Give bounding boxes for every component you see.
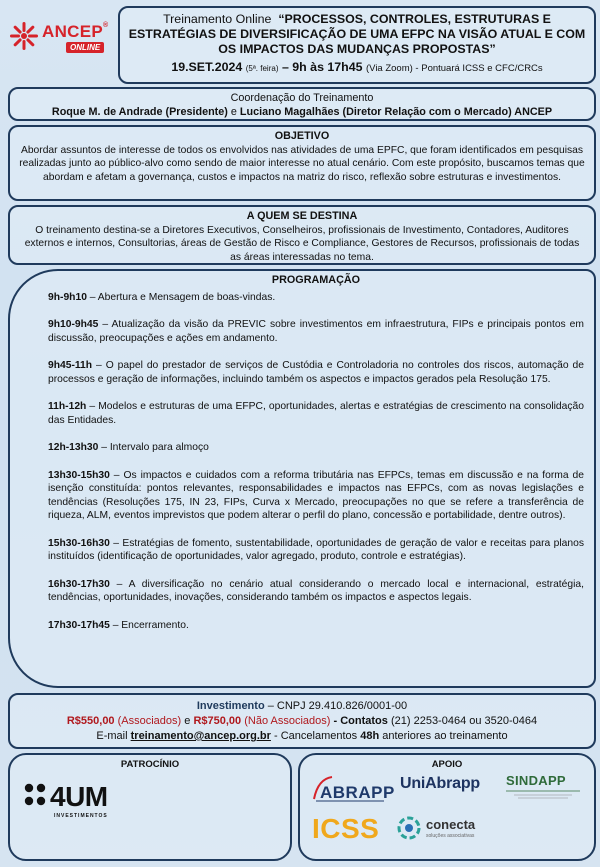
email-line (18, 729, 586, 744)
program-item-time: 15h30-16h30 (48, 537, 110, 549)
coordinator-2: Luciano Magalhães (Diretor Relação com o Mercado) ANCEP (239, 106, 553, 118)
program-item (48, 441, 584, 455)
sponsor-4um-sub: INVESTIMENTOS (54, 813, 108, 819)
price-members-note: (Associados) (117, 715, 182, 727)
program-item-text: – Estratégias de fomento, sustentabilidade, oportunidades de geração de valor e receitas para planos instituídos (identificação de oportunidades, valor agregado, produto, controle e estratégias). (48, 537, 584, 562)
event-title (126, 12, 588, 57)
price-line (18, 714, 586, 729)
sindapp-lines-icon (504, 789, 584, 809)
program-item (48, 619, 584, 633)
program-item-text: – O papel do prestador de serviços de Custódia e Controladoria no controles dos riscos, automação de processos e geração de informações, incluindo também os aspectos e impactos gerados pela Resolução 175. (48, 360, 584, 385)
brand-name: ANCEP® (42, 22, 109, 41)
program-item-time: 17h30-17h45 (48, 619, 110, 631)
header-box (118, 6, 596, 84)
coordination-label: Coordenação do Treinamento (230, 92, 374, 104)
conecta-sub: soluções associativas (426, 833, 475, 839)
dots-icon (24, 783, 48, 809)
conecta-name: conecta (426, 817, 476, 832)
program-list (48, 291, 584, 633)
conecta-logo (396, 813, 486, 845)
program-item-text: – Modelos e estruturas de uma EFPC, oportunidades, alertas e estratégias de crescimento na consolidação das Entidades. (48, 401, 584, 426)
price-nonmembers: R$750,00 (193, 715, 242, 727)
program-item-text: – A diversificação no cenário atual considerando o mercado local e internacional, estratégia, tendências, oportunidades, inovações, considerando também os impactos e aspectos legais. (48, 578, 584, 603)
sponsorship-box (8, 753, 292, 861)
conecta-ring-icon (396, 815, 422, 841)
program-box (8, 269, 596, 688)
price-connector: e (184, 715, 191, 727)
program-item (48, 318, 584, 345)
event-date-line (126, 60, 588, 74)
contacts-phones: (21) 2253-0464 ou 3520-0464 (390, 715, 538, 727)
ancep-logo-icon (8, 20, 40, 52)
event-title-text: “PROCESSOS, CONTROLES, ESTRUTURAS E ESTRATÉGIAS DE DIVERSIFICAÇÃO DE UMA EFPC NA VISÃO ATUAL E COM OS IMPACTOS DAS MUDANÇAS PROPOSTAS” (128, 12, 586, 56)
cancel-note: anteriores ao treinamento (382, 730, 508, 742)
event-time: – 9h às 17h45 (281, 60, 363, 74)
sponsor-4um-logo (24, 783, 134, 821)
program-item (48, 537, 584, 564)
program-item-time: 9h-9h10 (48, 291, 87, 303)
program-item (48, 291, 584, 305)
icss-logo: ICSS (312, 813, 380, 844)
program-item (48, 578, 584, 605)
program-item-time: 9h45-11h (48, 360, 93, 371)
program-item (48, 469, 584, 523)
objective-heading: OBJETIVO (274, 130, 330, 142)
event-weekday: (5ª. feira) (245, 64, 279, 73)
audience-text: O treinamento destina-se a Diretores Executivos, Conselheiros, profissionais de Investimento, Contadores, Auditores externos e internos, Consultorias, áreas de Gestão de Risco e Compliance, Gestores de Recursos, profissionais de todas as áreas interessadas no tema. (24, 224, 580, 263)
price-nonmembers-note: (Não Associados) (244, 715, 331, 727)
sindapp-name: SINDAPP (506, 773, 566, 788)
program-item (48, 400, 584, 427)
cancel-hours: 48h (360, 730, 380, 742)
support-box (298, 753, 596, 861)
program-item-time: 9h10-9h45 (48, 319, 99, 330)
coordinator-1: Roque M. de Andrade (Presidente) (51, 106, 228, 118)
email-label: E-mail (96, 730, 128, 742)
investment-line (18, 699, 586, 714)
coordination-names (14, 105, 590, 119)
program-heading: PROGRAMAÇÃO (271, 274, 361, 286)
price-members: R$550,00 (66, 715, 115, 727)
objective-box (8, 125, 596, 201)
program-item-time: 12h-13h30 (48, 442, 99, 453)
coordination-connector: e (230, 106, 237, 118)
objective-text: Abordar assuntos de interesse de todos os envolvidos nas atividades de uma EPFC, que foram identificados em pesquisas realizadas junto ao público-alvo como sendo de maior interesse no atual cenário. Com este propósito, buscamos temas que abordam e afetam a governança, custos e impactos na matriz do risco, reflexão sobre estruturas e investimentos. (19, 144, 585, 183)
cancel-label: - Cancelamentos (270, 730, 358, 742)
program-item-time: 13h30-15h30 (48, 469, 110, 481)
event-date: 19.SET.2024 (171, 60, 243, 74)
investment-cnpj: – CNPJ 29.410.826/0001-00 (264, 700, 408, 712)
event-lead: Treinamento Online (163, 12, 272, 26)
program-item-text: – Intervalo para almoço (98, 442, 209, 453)
ancep-logo (8, 20, 114, 60)
event-via: (Via Zoom) - Pontuará ICSS e CFC/CRCs (365, 63, 543, 74)
audience-box (8, 205, 596, 265)
audience-heading: A QUEM SE DESTINA (246, 210, 358, 222)
contacts-label: - Contatos (333, 715, 388, 727)
program-item-text: – Encerramento. (109, 619, 189, 631)
abrapp-logo (310, 773, 395, 803)
investment-title: Investimento (196, 700, 265, 712)
abrapp-name: ABRAPP (320, 783, 395, 802)
sponsor-4um-name: 4UM (50, 781, 108, 812)
program-item-time: 16h30-17h30 (48, 578, 110, 590)
program-item-text: – Os impactos e cuidados com a reforma tributária nas EFPCs, temas em discussão e na forma de isenção constituída: pontos relevantes, responsabilidades e impactos nas EFPCs, com as novas legislações e tendências (Resoluções 175, IN 23, FIPs, Curva x Mercado, preocupações no que se refere a transferência de riqueza, ALM, eventos imprevistos que podem alterar o perfil do plano, concessão e portabilidade, dentre outros). (48, 469, 584, 521)
program-item-time: 11h-12h (48, 401, 87, 412)
support-heading: APOIO (431, 759, 463, 770)
sponsorship-heading: PATROCÍNIO (120, 759, 180, 770)
email-link[interactable]: treinamento@ancep.org.br (130, 730, 271, 742)
program-item (48, 359, 584, 386)
online-badge: ONLINE (66, 42, 104, 53)
sindapp-logo (498, 773, 588, 803)
program-item-text: – Atualização da visão da PREVIC sobre investimentos em infraestrutura, FIPs e principais pontos em discussão, preocupações e ações em andamento. (48, 319, 584, 344)
investment-box (8, 693, 596, 749)
coordination-box (8, 87, 596, 121)
program-item-text: – Abertura e Mensagem de boas-vindas. (86, 291, 276, 303)
uniabrapp-logo: UniAbrapp (400, 775, 480, 792)
